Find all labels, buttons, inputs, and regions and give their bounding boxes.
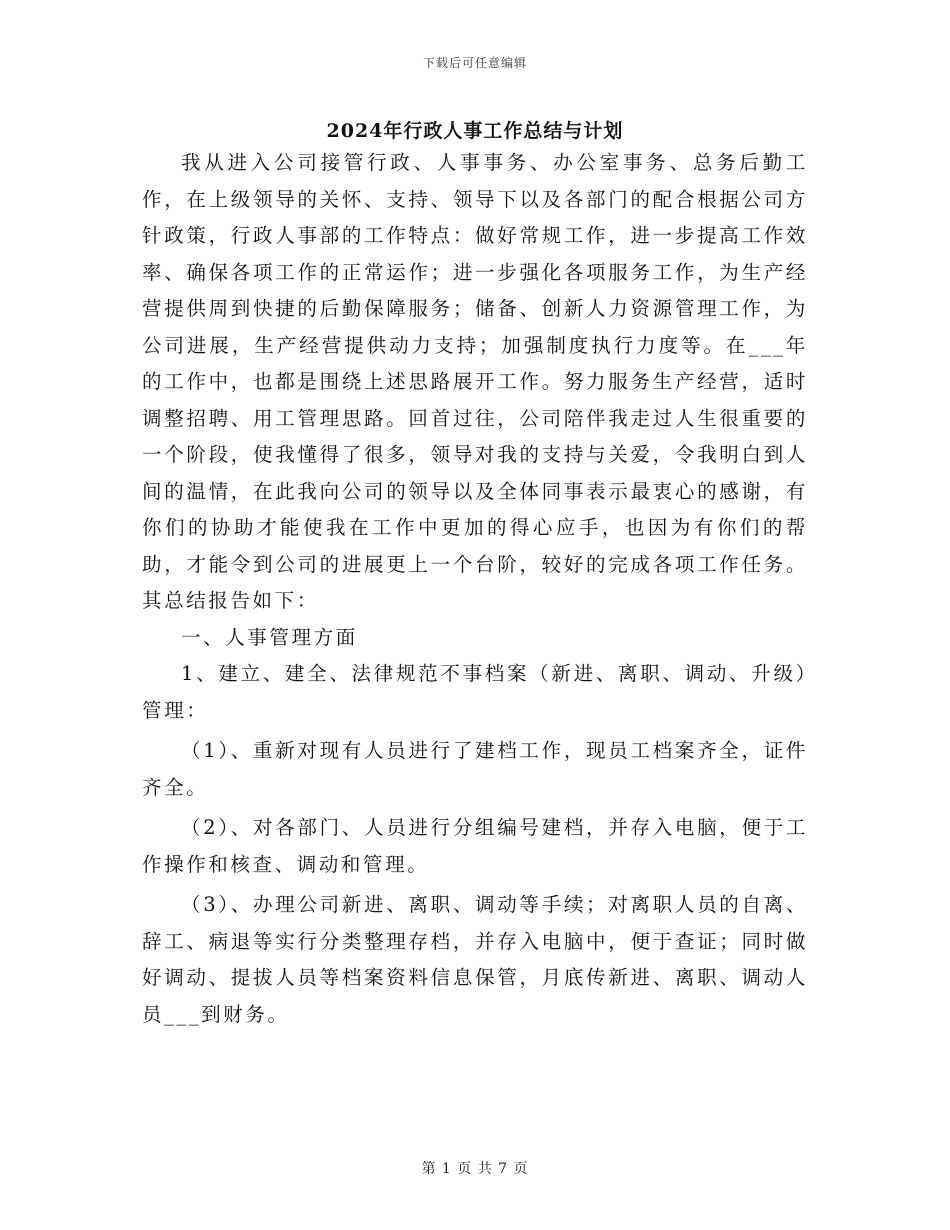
- subitem-1-paragraph: （1）、重新对现有人员进行了建档工作，现员工档案齐全，证件齐全。: [142, 739, 808, 799]
- page-number: 第 1 页 共 7 页: [421, 1161, 529, 1177]
- item-1-paragraph: 1、建立、建全、法律规范不事档案（新进、离职、调动、升级）管理：: [142, 662, 808, 722]
- subitem-2-paragraph: （2）、对各部门、人员进行分组编号建档，并存入电脑，便于工作操作和核查、调动和管理。: [142, 816, 808, 876]
- intro-paragraph: 我从进入公司接管行政、人事事务、办公室事务、总务后勤工作，在上级领导的关怀、支持、领导下以及各部门的配合根据公司方针政策，行政人事部的工作特点：做好常规工作，进一步提高工作效率、确保各项工作的正常运作；进一步强化各项服务工作，为生产经营提供周到快捷的后勤保障服务；储备、创新人力资源管理工作，为公司进展，生产经营提供动力支持；加强制度执行力度等。在___年的工作中，也都是围绕上述思路展开工作。努力服务生产经营，适时调整招聘、用工管理思路。回首过往，公司陪伴我走过人生很重要的一个阶段，使我懂得了很多，领导对我的支持与关爱，令我明白到人间的温情，在此我向公司的领导以及全体同事表示最衷心的感谢，有你们的协助才能使我在工作中更加的得心应手，也因为有你们的帮助，才能令到公司的进展更上一个台阶，较好的完成各项工作任务。其总结报告如下：: [142, 151, 808, 612]
- subitem-3-paragraph: （3）、办理公司新进、离职、调动等手续；对离职人员的自离、辞工、病退等实行分类整理存档，并存入电脑中，便于查证；同时做好调动、提拔人员等档案资料信息保管，月底传新进、离职、调动人员___到财务。: [142, 893, 808, 1026]
- section-heading-hr: 一、人事管理方面: [181, 625, 358, 649]
- page-header-note: 下载后可任意编辑: [422, 56, 527, 70]
- document-title: 2024年行政人事工作总结与计划: [326, 120, 624, 142]
- document-body: [142, 145, 808, 1033]
